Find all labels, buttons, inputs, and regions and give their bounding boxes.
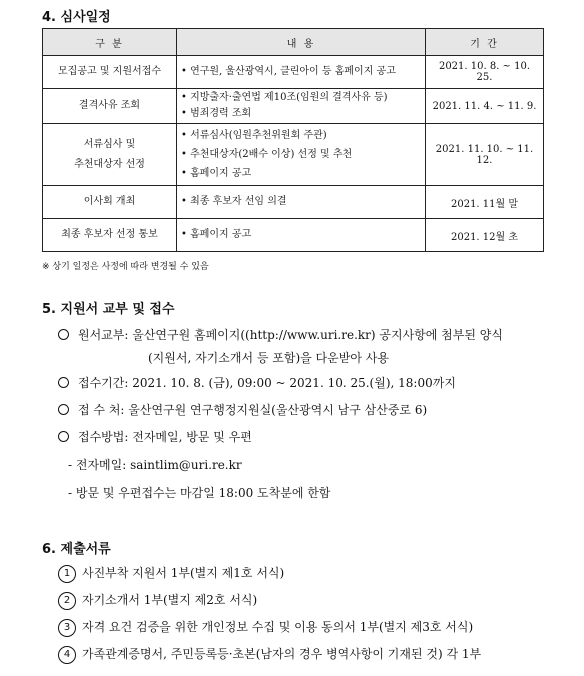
table-row <box>43 56 544 89</box>
row-contents <box>177 124 426 186</box>
list-item <box>58 645 481 664</box>
row-category <box>43 56 177 89</box>
list-item <box>58 564 284 583</box>
content-line: • 최종 후보자 선임 의결 <box>181 196 287 207</box>
list-item <box>58 401 427 418</box>
content-line: • 지방출자·출연법 제10조(임원의 결격사유 등) <box>181 92 388 103</box>
header-period: 기 간 <box>426 29 544 56</box>
row-period: 2021. 12월 초 <box>426 219 544 252</box>
circled-number: 3 <box>58 619 76 637</box>
circle-bullet-icon <box>58 377 69 388</box>
table-row <box>43 186 544 219</box>
row-period: 2021. 11월 말 <box>426 186 544 219</box>
row-period: 2021. 10. 8. ~ 10. 25. <box>426 56 544 89</box>
item-text: 가족관계증명서, 주민등록등·초본(남자의 경우 병역사항이 기재된 것) 각 1부 <box>82 647 482 661</box>
list-item <box>58 618 473 637</box>
table-row <box>43 219 544 252</box>
row-contents <box>177 89 426 124</box>
circled-number: 4 <box>58 646 76 664</box>
item-text: 자격 요건 검증을 위한 개인정보 수집 및 이용 동의서 1부(별지 제3호 서식) <box>82 620 474 634</box>
row-contents <box>177 56 426 89</box>
category-line: 추천대상자 선정 <box>74 158 145 170</box>
category-line: 결격사유 조회 <box>78 100 141 111</box>
circle-bullet-icon <box>58 404 69 415</box>
content-line: • 추천대상자(2배수 이상) 선정 및 추천 <box>181 149 353 160</box>
section-6-title: 6. 제출서류 <box>42 542 111 557</box>
schedule-table <box>42 28 544 252</box>
section-5-title: 5. 지원서 교부 및 접수 <box>42 302 175 317</box>
list-item <box>58 428 252 445</box>
item-text: 원서교부: 울산연구원 홈페이지((http://www.uri.re.kr) 공지사항에 첨부된 양식 <box>78 328 503 342</box>
schedule-note: ※ 상기 일정은 사정에 따라 변경될 수 있음 <box>42 262 209 272</box>
row-contents <box>177 186 426 219</box>
circle-bullet-icon <box>58 329 69 340</box>
list-item <box>58 326 503 343</box>
item-text: 사진부착 지원서 1부(별지 제1호 서식) <box>82 566 285 580</box>
row-contents <box>177 219 426 252</box>
row-period: 2021. 11. 10. ~ 11. 12. <box>426 124 544 186</box>
category-line: 서류심사 및 <box>83 138 136 150</box>
table-header-row <box>43 29 544 56</box>
table-row <box>43 89 544 124</box>
content-line: • 서류심사(임원추천위원회 주관) <box>181 130 327 141</box>
item-continuation: (지원서, 자기소개서 등 포함)을 다운받아 사용 <box>148 351 389 365</box>
header-category: 구 분 <box>43 29 177 56</box>
row-period: 2021. 11. 4. ~ 11. 9. <box>426 89 544 124</box>
item-text: 접 수 처: 울산연구원 연구행정지원실(울산광역시 남구 삼산중로 6) <box>78 403 428 417</box>
category-line: 모집공고 및 지원서접수 <box>58 66 161 77</box>
list-item <box>58 591 257 610</box>
row-category <box>43 219 177 252</box>
category-line: 최종 후보자 선정 통보 <box>61 229 158 240</box>
row-category <box>43 89 177 124</box>
item-text: 자기소개서 1부(별지 제2호 서식) <box>82 593 258 607</box>
content-line: • 홈페이지 공고 <box>181 168 252 179</box>
content-line: • 범죄경력 조회 <box>181 108 252 119</box>
sub-item: - 방문 및 우편접수는 마감일 18:00 도착분에 한함 <box>68 486 331 500</box>
content-line: • 홈페이지 공고 <box>181 229 252 240</box>
header-contents: 내 용 <box>177 29 426 56</box>
row-category <box>43 186 177 219</box>
content-line: • 연구원, 울산광역시, 클린아이 등 홈페이지 공고 <box>181 66 396 77</box>
item-text: 접수기간: 2021. 10. 8. (금), 09:00 ~ 2021. 10. 25.(월), 18:00까지 <box>78 376 456 390</box>
circle-bullet-icon <box>58 431 69 442</box>
item-text: 접수방법: 전자메일, 방문 및 우편 <box>78 430 252 444</box>
category-line: 이사회 개최 <box>83 196 136 207</box>
circled-number: 1 <box>58 565 76 583</box>
sub-item: - 전자메일: saintlim@uri.re.kr <box>68 458 242 472</box>
table-row <box>43 124 544 186</box>
list-item <box>58 374 456 391</box>
circled-number: 2 <box>58 592 76 610</box>
section-4-title: 4. 심사일정 <box>42 10 111 25</box>
row-category <box>43 124 177 186</box>
